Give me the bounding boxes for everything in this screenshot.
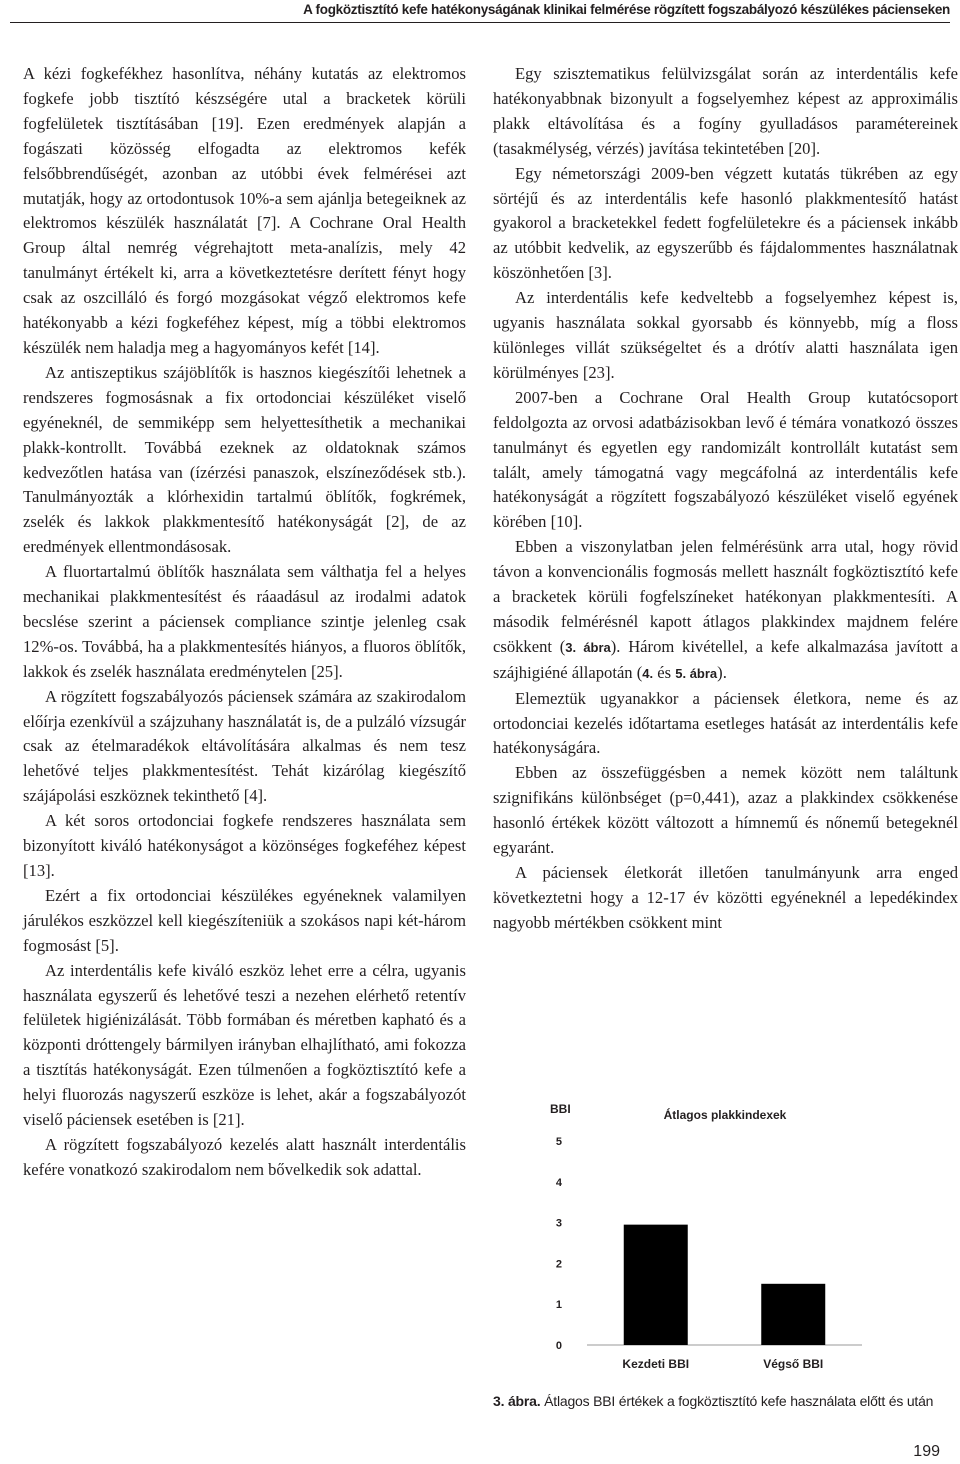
bars xyxy=(624,1225,826,1345)
text-run: és xyxy=(653,662,676,682)
paragraph: Elemeztük ugyanakkor a páciensek életkora, neme és az ortodonciai kezelés időtartama esetleges hatását az interdentális kefe hatékonyságára. xyxy=(493,688,958,758)
x-tick-label: Végső BBI xyxy=(763,1357,824,1371)
bar xyxy=(761,1284,825,1345)
y-axis-label: BBI xyxy=(550,1102,571,1116)
paragraph-with-figure-refs xyxy=(493,535,958,686)
caption-label: 3. ábra. xyxy=(493,1393,541,1409)
paragraph: Az antiszeptikus szájöblítők is hasznos kiegészítői lehetnek a rendszeres fogmosásnak a fix ortodonciai készüléket viselő egyéneknél, de semmiképp sem helyettesíthetik a mechanikai plakk-kontrollt. Továbbá ezeknek az oldatoknak számos kedvezőtlen hatása van (ízérzési panaszok, elszíneződések stb.). Tanulmányozták a klórhexidin tartalmú öblítők, fogkrémek, zselék és lakkok plakkmentesítő hatékonyságát [2], de az eredmények ellentmondásosak. xyxy=(23,362,466,557)
x-tick-label: Kezdeti BBI xyxy=(622,1357,690,1371)
y-tick-label: 2 xyxy=(555,1258,562,1271)
text-run: ). Három kivétellel, a kefe alkalmazása javított a szájhigiéné állapotán ( xyxy=(493,636,958,682)
figure-reference[interactable]: 5. ábra xyxy=(675,665,718,681)
paragraph: Ezért a fix ortodonciai készülékes egyéneknek valamilyen járulékos eszközzel kell kiegészíteniük a szokásos napi két-három fogmosást [5]. xyxy=(23,885,466,955)
bar xyxy=(624,1225,688,1345)
bar-chart xyxy=(532,1095,877,1395)
paragraph: Egy németországi 2009-ben végzett kutatás tükrében az egy sörtéjű és az interdentális kefe hasonló plakkmentesítő hatást gyakorol a bracketekkel fedett fogfelületekre és a páciensek inkább az utóbbit kedvelik, az egyszerűbb és fájdalommentes használatnak köszönhetően [3]. xyxy=(493,163,958,283)
left-column xyxy=(23,62,466,1183)
paragraph: A páciensek életkorát illetően tanulmányunk arra enged következtetni hogy a 12-17 év közötti egyéneknél a lepedékindex nagyobb mértékben csökkent mint xyxy=(493,863,958,932)
figure-reference[interactable]: 3. ábra xyxy=(565,639,611,655)
y-axis-ticks xyxy=(556,1136,563,1352)
figure-reference[interactable]: 4. xyxy=(642,665,654,681)
y-tick-label: 3 xyxy=(555,1217,562,1230)
figure-caption xyxy=(493,1393,958,1409)
paragraph: Egy szisztematikus felülvizsgálat során az interdentális kefe hatékonyabbnak bizonyult a fogselyemhez képest az approximális plakk eltávolítása és a fogíny gyulladásos paramétereinek (tasakmélység, vérzés) javítása tekintetében [20]. xyxy=(493,64,958,158)
caption-text: Átlagos BBI értékek a fogköztisztító kefe használata előtt és után xyxy=(540,1393,934,1409)
y-tick-label: 0 xyxy=(555,1340,562,1352)
paragraph: 2007-ben a Cochrane Oral Health Group kutatócsoport feldolgozta az orvosi adatbázisokban levő é témára vonatkozó összes tanulmányt és egyetlen egy randomizált kontrollált kutatást sem talált, amely támogatná vagy megcáfolná az interdentális kefe hatékonyságát a rögzített fogszabályozó készüléket viselő egyének körében [10]. xyxy=(493,387,958,532)
running-head xyxy=(10,0,950,23)
y-tick-label: 1 xyxy=(555,1299,562,1312)
y-tick-label: 5 xyxy=(555,1136,562,1148)
paragraph: A rögzített fogszabályozós páciensek számára az szakirodalom előírja ezenkívül a szájzuhany használatát is, de a pulzáló vízsugár csak az ételmaradékok eltávolítására alkalmas és nem tesz lehetővé teljes plakkmentesítést. Tehát kizárólag kiegészítő szájápolási eszköznek tekinthető [4]. xyxy=(23,686,466,806)
y-tick-label: 4 xyxy=(555,1176,562,1189)
page-number: 199 xyxy=(913,1443,940,1460)
paragraph: A kézi fogkefékhez hasonlítva, néhány kutatás az elektromos fogkefe jobb tisztító készségére utal a bracketek körüli fogfelületek tisztításában [19]. Ezen eredmények alapján a fogászati közösség elfogadta az elektromos kefék felsőbbrendűségét, azonban az utóbbi évek felmérései azt mutatják, hogy az ortodontusok 10%-a sem ajánlja betegeiknek az elektromos készülék használatát [7]. A Cochrane Oral Health Group által nemrég végrehajtott meta-analízis, mely 42 tanulmányt értékelt ki, arra a következtetésre derített fényt hogy csak az oszcilláló és forgó mozgásokat végző elektromos kefe hatékonyabb a kézi fogkeféhez képest, míg a többi elektromos készülék nem haladja meg a hagyományos kefét [14]. xyxy=(23,64,466,357)
x-axis-labels xyxy=(622,1357,823,1371)
paragraph: Az interdentális kefe kiváló eszköz lehet erre a célra, ugyanis használata egyszerű és lehetővé teszi a nezehen elérhető retentív felületek higiénizálását. Több formában és méretben kapható és a központi dróttengely bármilyen irányban elhajlítható, ami fokozza a tisztítás hatékonyságát. Ezen túlmenően a fogköztisztító kefe a helyi fluorozás nagyszerű eszköze is lehet, akár a fogszabályozót viselő páciensek esetében is [21]. xyxy=(23,960,466,1130)
chart-title: Átlagos plakkindexek xyxy=(663,1108,787,1122)
paragraph: Ebben az összefüggésben a nemek között nem találtunk szignifikáns különbséget (p=0,441), azaz a plakkindex csökkenése hasonló értékek között változott a hímnemű és nőnemű betegeknél egyaránt. xyxy=(493,763,958,858)
paragraph: A rögzített fogszabályozó kezelés alatt használt interdentális kefére vonatkozó szakirodalom nem bővelkedik sok adattal. xyxy=(23,1134,466,1179)
paragraph: A fluortartalmú öblítők használata sem válthatja fel a helyes mechanikai plakkmentesítést és ráaadásul az irodalmi adatok becslése szerint a páciensek compliance szintje jelenleg csak 12%-os. Továbbá, ha a plakkmentesítés hiányos, a fluoros öblítők, lakkok és zselék használata eredménytelen [25]. xyxy=(23,562,466,681)
text-run: ). xyxy=(717,662,727,682)
paragraph: Az interdentális kefe kedveltebb a fogselyemhez képest is, ugyanis használata sokkal gyorsabb és könnyebb, míg a floss különleges villát szükségeltet és a drótív alatti használata igen körülményes [23]. xyxy=(493,288,958,382)
running-title: A fogköztisztító kefe hatékonyságának klinikai felmérése rögzített fogszabályozó készülékes pácienseken xyxy=(303,2,950,17)
paragraph: A két soros ortodonciai fogkefe rendszeres használata sem bizonyított kiváló hatékonyságot a közönséges fogkeféhez képest [13]. xyxy=(23,811,466,880)
right-column xyxy=(493,62,958,936)
text-run: Ebben a viszonylatban jelen felmérésünk arra utal, hogy rövid távon a konvencionális fogmosás mellett használt fogköztisztító kefe a bracketek körüli fogfelszíneket hatékonyan plakkmentesíti. A második felmérésnél kapott átlagos plakkindex majdnem felére csökkent ( xyxy=(493,537,958,656)
